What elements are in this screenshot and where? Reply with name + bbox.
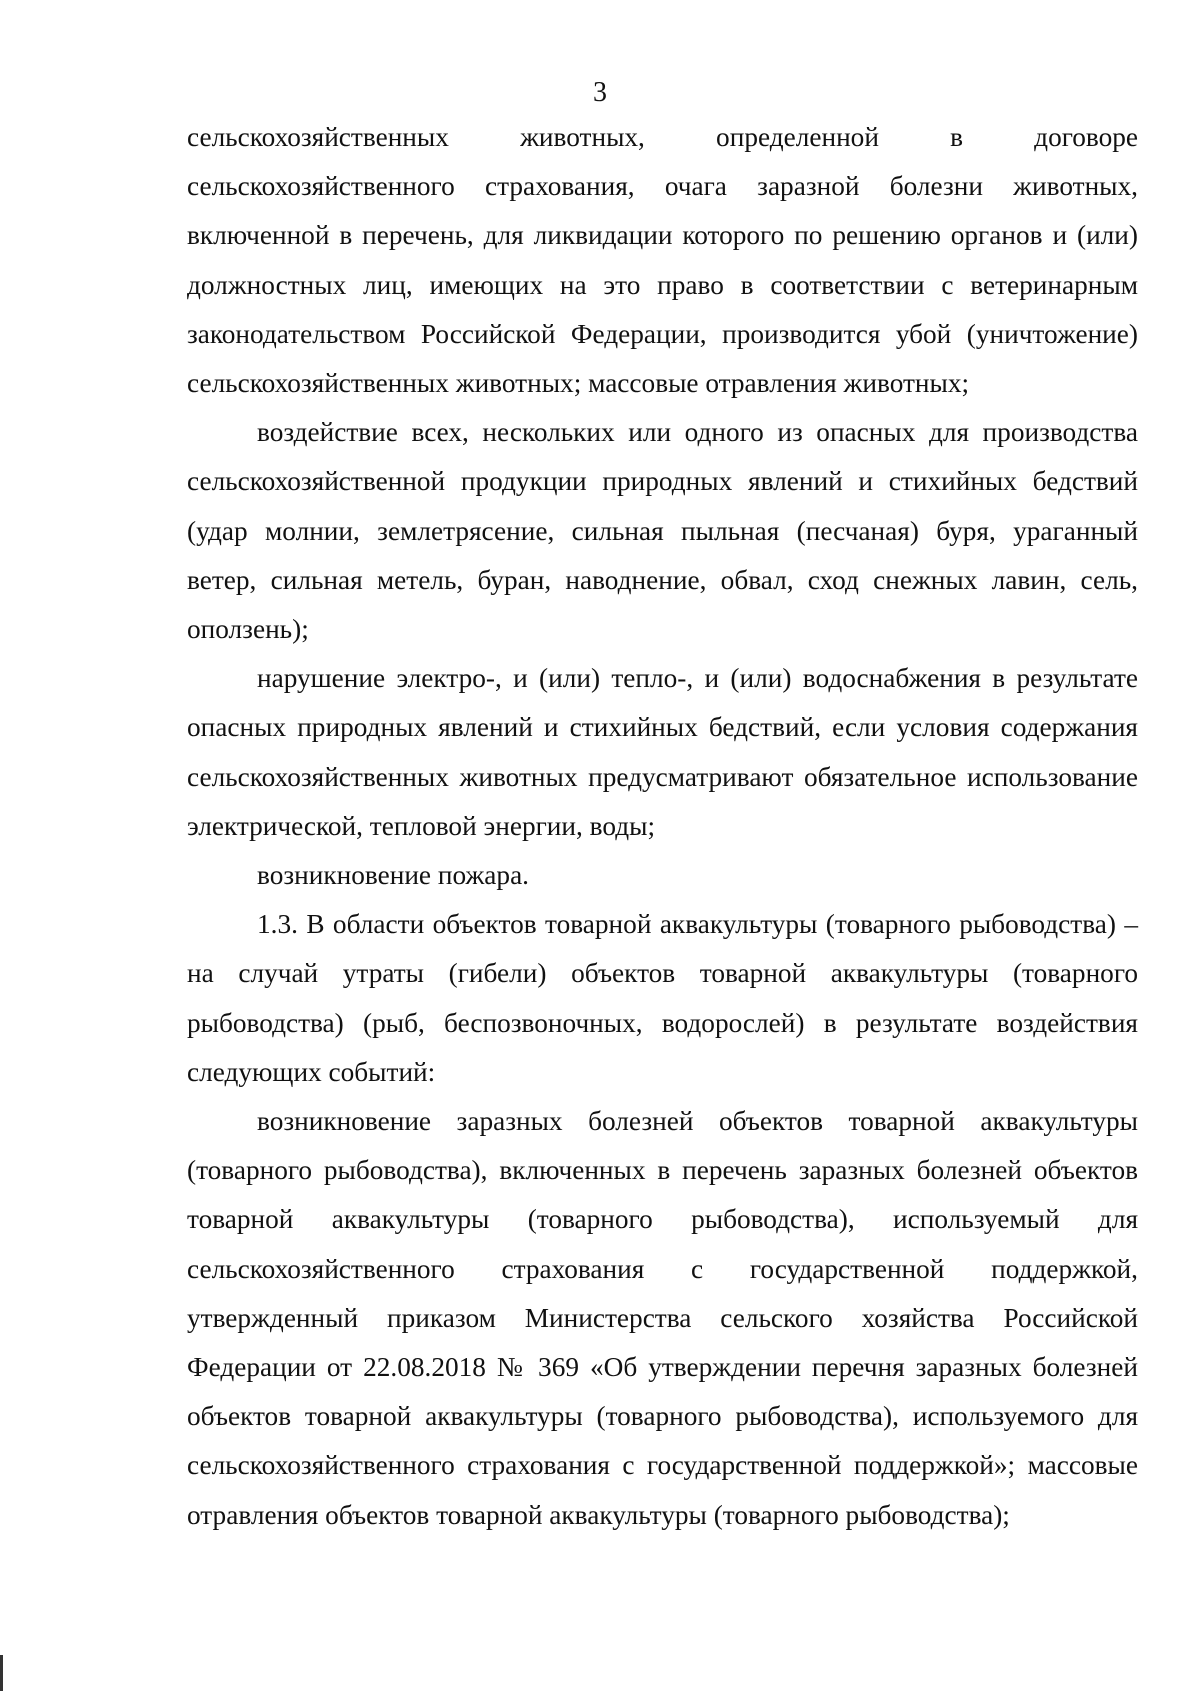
page-number: 3	[593, 77, 607, 108]
paragraph-supply-disruption: нарушение электро-, и (или) тепло-, и (или) водоснабжения в результате опасных природных явлений и стихийных бедствий, если условия содержания сельскохозяйственных животных предусматривают обязательное использование электрической, тепловой энергии, воды;	[187, 663, 1138, 841]
paragraph-continuation: сельскохозяйственных животных, определенной в договоре сельскохозяйственного страхования, очага заразной болезни животных, включенной в перечень, для ликвидации которого по решению органов и (или) должностных лиц, имеющих на это право в соответствии с ветеринарным законодательством Российской Федерации, производится убой (уничтожение) сельскохозяйственных животных; массовые отравления животных;	[187, 122, 1138, 399]
paragraph-section-1-3: 1.3. В области объектов товарной аквакультуры (товарного рыбоводства) – на случай утраты (гибели) объектов товарной аквакультуры (товарного рыбоводства) (рыб, беспозвоночных, водорослей) в результате воздействия следующих событий:	[187, 909, 1138, 1087]
paragraph-aquaculture-diseases: возникновение заразных болезней объектов товарной аквакультуры (товарного рыбоводства), включенных в перечень заразных болезней объектов товарной аквакультуры (товарного рыбоводства), используемый для сельскохозяйственного страхования с государственной поддержкой, утвержденный приказом Министерства сельского хозяйства Российской Федерации от 22.08.2018 № 369 «Об утверждении перечня заразных болезней объектов товарной аквакультуры (товарного рыбоводства), используемого для сельскохозяйственного страхования с государственной поддержкой»; массовые отравления объектов товарной аквакультуры (товарного рыбоводства);	[187, 1106, 1138, 1530]
document-body	[187, 113, 1138, 1540]
scan-edge-mark	[0, 1655, 3, 1691]
paragraph-natural-hazards: воздействие всех, нескольких или одного из опасных для производства сельскохозяйственной продукции природных явлений и стихийных бедствий (удар молнии, землетрясение, сильная пыльная (песчаная) буря, ураганный ветер, сильная метель, буран, наводнение, обвал, сход снежных лавин, сель, оползень);	[187, 417, 1138, 645]
paragraph-fire: возникновение пожара.	[257, 860, 530, 891]
